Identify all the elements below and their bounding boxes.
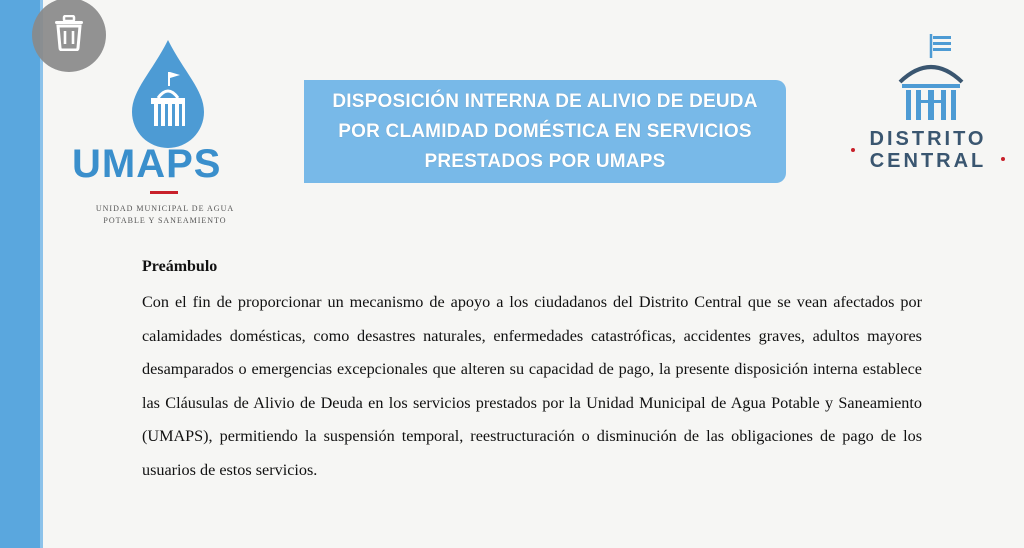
banner-title-line2: POR CLAMIDAD DOMÉSTICA EN SERVICIOS xyxy=(338,120,752,142)
dc-red-dot-left xyxy=(851,148,855,152)
banner-title-line1: DISPOSICIÓN INTERNA DE ALIVIO DE DEUDA xyxy=(332,90,758,112)
umaps-wordmark: UMAPS xyxy=(72,142,222,186)
page-edge-stripe xyxy=(0,0,40,548)
dc-red-dot-right xyxy=(1001,157,1005,161)
umaps-subtitle xyxy=(70,203,260,227)
umaps-red-underline xyxy=(150,191,178,194)
umaps-subtitle-line2: POTABLE Y SANEAMIENTO xyxy=(103,216,227,225)
distrito-text: DISTRITO xyxy=(869,128,987,150)
umaps-subtitle-line1: UNIDAD MUNICIPAL DE AGUA xyxy=(95,204,235,213)
section-heading: Preámbulo xyxy=(142,258,218,275)
document-body xyxy=(142,258,922,487)
distrito-central-logo-icon xyxy=(876,30,986,140)
preamble-paragraph: Con el fin de proporcionar un mecanismo de apoyo a los ciudadanos del Distrito Central que se vean afectados por calamidades domésticas, como desastres naturales, enfermedades catastróficas, accidentes graves, adultos mayores desamparados o emergencias excepcionales que alteren su capacidad de pago, la presente disposición interna establece las Cláusulas de Alivio de Deuda en los servicios prestados por la Unidad Municipal de Agua Potable y Saneamiento (UMAPS), permitiendo la suspensión temporal, reestructuración o disminución de las obligaciones de pago de los usuarios de estos servicios. xyxy=(142,293,922,479)
banner-title-line3: PRESTADOS POR UMAPS xyxy=(424,150,666,172)
central-text: CENTRAL xyxy=(869,150,987,172)
distrito-central-wordmark xyxy=(848,128,1008,172)
document-title-banner xyxy=(304,80,786,183)
